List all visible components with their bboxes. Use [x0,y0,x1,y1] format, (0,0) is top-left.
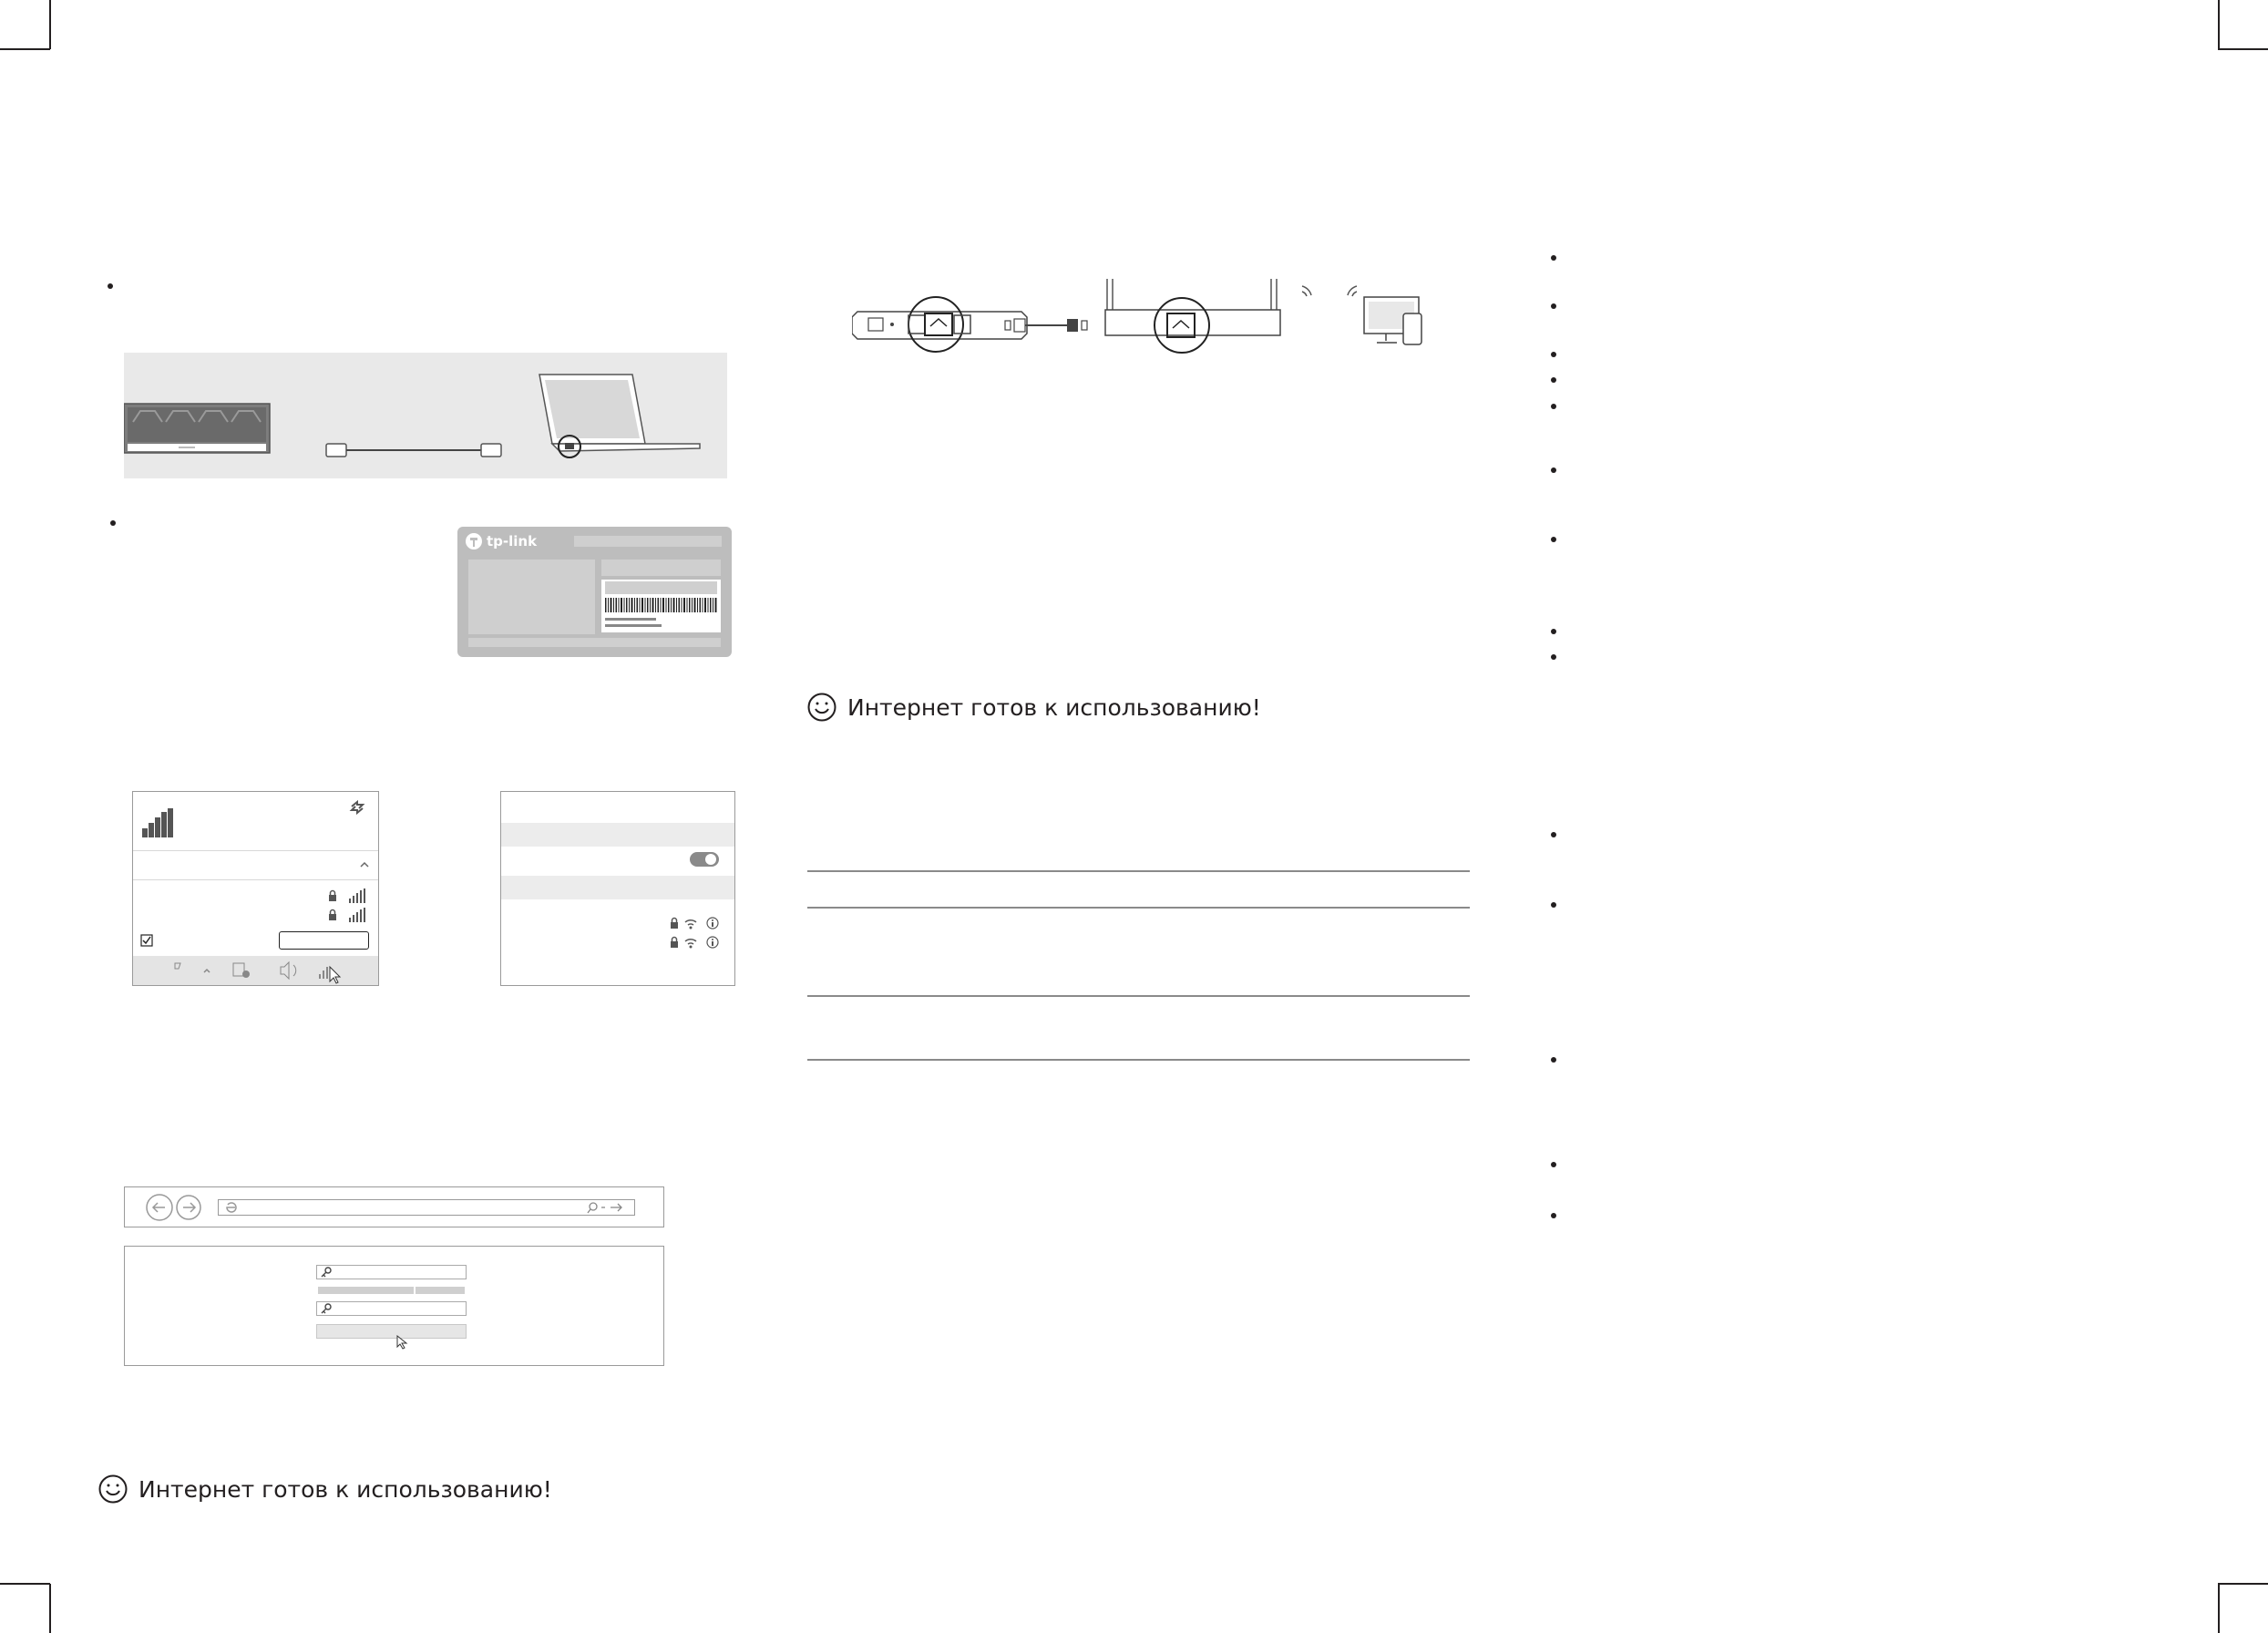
checkbox-checked-icon [140,934,153,947]
browser-address-bar [124,1186,664,1227]
bullet [1551,1162,1556,1167]
bullet [1551,654,1556,660]
network-topology-illustration [852,273,1435,355]
bullet [1551,352,1556,357]
strength-bar [318,1287,414,1294]
table-rule [807,907,1470,909]
back-forward-buttons [145,1193,207,1222]
password-field [316,1265,467,1279]
airplane-mode-icon [349,799,365,816]
search-go-icon [587,1201,627,1214]
router-cable-laptop-icon [124,353,727,478]
lock-wifi-info-icon [669,916,722,930]
crop-mark [2218,1584,2220,1633]
mac-wifi-panel [500,791,735,986]
bullet [1551,832,1556,837]
brand-logo-text: tp-link [487,533,538,549]
internet-ready-heading-left [98,1474,552,1504]
crop-mark [2218,0,2220,49]
lock-signal-icon [327,888,369,903]
url-field [218,1199,635,1216]
heading-text: Интернет готов к использованию! [847,693,1261,721]
connect-button-outline [279,931,369,950]
crop-mark [49,1584,51,1633]
bullet [1551,537,1556,542]
bullet [1551,902,1556,908]
login-form-illustration [124,1246,664,1366]
router-label-illustration [457,527,732,657]
crop-mark [2218,48,2268,50]
lock-wifi-info-icon [669,935,722,950]
bullet [1551,303,1556,309]
network-signal-icon [142,808,175,837]
windows-wifi-panel [132,791,379,986]
bullet [1551,467,1556,473]
key-icon [321,1303,332,1314]
bullet [1551,629,1556,634]
smiley-face-icon [807,693,836,722]
table-rule [807,1059,1470,1061]
mouse-cursor-icon [396,1335,409,1350]
submit-button [316,1324,467,1339]
table-rule [807,870,1470,872]
crop-mark [0,48,50,50]
chevron-up-icon [360,861,369,868]
internet-ready-heading-center [807,693,1261,722]
bullet [1551,404,1556,409]
heading-text: Интернет готов к использованию! [139,1475,552,1503]
bullet [1551,1213,1556,1218]
table-rule [807,995,1470,997]
taskbar [133,956,378,985]
tplink-logo-icon [465,532,483,550]
crop-mark [2218,1583,2268,1585]
connection-illustration [124,353,727,478]
key-icon [321,1267,332,1278]
confirm-password-field [316,1301,467,1316]
lock-signal-icon [327,908,369,922]
bullet [108,283,113,289]
barcode-sticker [601,580,721,632]
wifi-toggle [690,852,719,867]
browser-e-icon [224,1201,239,1214]
crop-mark [49,0,51,49]
bullet [1551,255,1556,261]
crop-mark [0,1583,50,1585]
bullet [1551,377,1556,383]
bullet [110,520,116,526]
smiley-face-icon [98,1474,128,1504]
bullet [1551,1057,1556,1063]
